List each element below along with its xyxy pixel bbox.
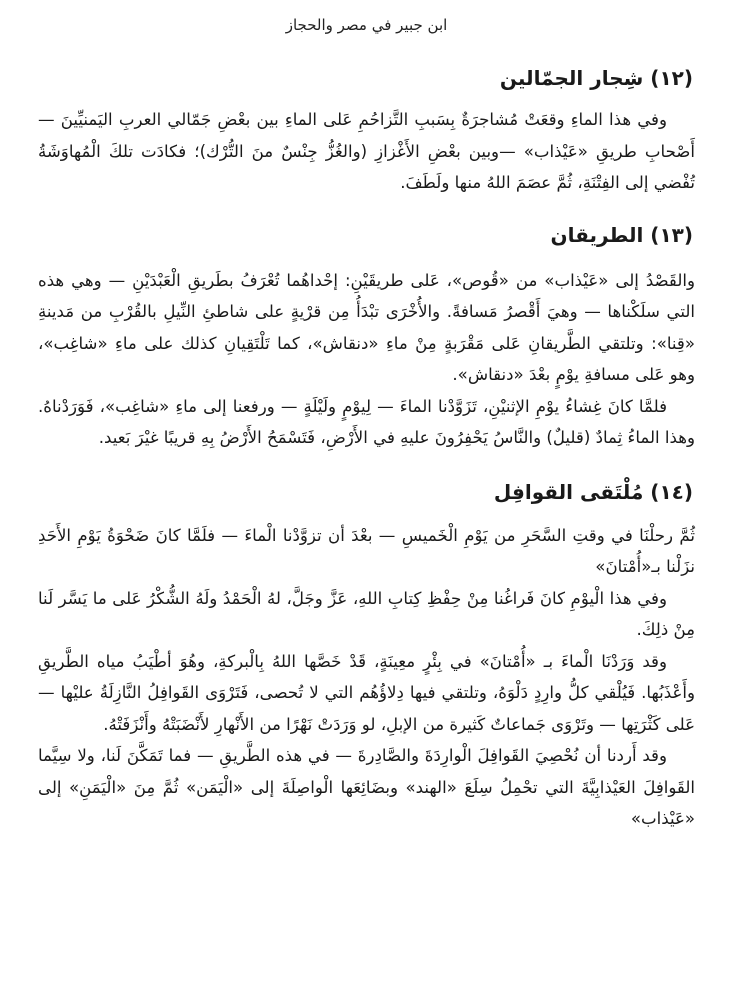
paragraph: ثُمَّ رحلْنَا في وقتِ السَّحَرِ من يَوْمِ الْخَميسِ — بعْدَ أن تزوَّدْنا الْماءَ — فلَمَّا كانَ ضَحْوَةُ يَوْمِ الأَحَدِ نزَلْنا بـ«أُمْتانَ»: [38, 525, 695, 576]
section-12: [38, 64, 695, 199]
paragraph: وفي هذا الماءِ وقعَتْ مُشاجرَةٌ بِسَببِ التَّزاحُمِ عَلى الماءِ بين بعْضِ جَمّالي العربِ اليَمنيِّينَ — أَصْحابِ طريقِ «عَيْذاب» —وبين بعْضِ الأَغْزازِ (والغُزُّ جِنْسٌ منَ التُّرْك)؛ فكادَت تلكَ الْمُهاوَشَةُ تُفْضي إلى الفِتْنَةِ، ثُمَّ عصَمَ اللهُ منها ولَطَفَ.: [38, 110, 695, 192]
section-title: (١٣) الطريقان: [550, 222, 693, 247]
paragraph: وفي هذا الْيوْمِ كانَ فَراغُنا مِنْ حِفْظِ كِتابِ اللهِ، عَزَّ وجَلَّ، لهُ الْحَمْدُ ولَهُ الشُّكْرُ عَلى ما يَسَّر لَنا مِنْ ذلِكَ.: [38, 588, 695, 639]
section-14: [38, 478, 695, 835]
paragraph: والقَصْدُ إلى «عَيْذاب» من «قُوص»، عَلى طريقَيْنِ: إحْداهُما تُعْرَفُ بطَريقِ الْعَبْدَيْنِ — وهي هذه التي سلَكْناها — وهيَ أَقْصرُ مَسافةً. والأُخْرَى تبْدَأُ مِن قرْيةٍ على شاطئِ النِّيلِ بالقُرْبِ من مَدينةِ «قِنا»: وتلتقي الطَّريقانِ عَلى مَقْرَبةٍ مِنْ ماءِ «دنقاش»، كما تَلْتَقِيانِ كذلك على ماءِ «شاغِب»، وهو عَلى مسافةِ يوْمٍ بعْدَ «دنقاش».: [38, 270, 695, 384]
section-13: [38, 221, 695, 454]
paragraph: وقد أَردنا أن نُحْصِيَ القَوافِلَ الْوارِدَةَ والصَّادِرةَ — في هذه الطَّريقِ — فما تَمَكَّنَ لَنا، ولا سِيَّما القَوافِلَ العَيْذابِيَّةَ التي تحْمِلُ سِلَعَ «الهند» وبضَائِعَها الْواصِلَةَ إلى «الْيَمَن» ثُمَّ مِنَ «الْيَمَنِ» إلى «عَيْذاب»: [38, 746, 695, 828]
section-title: (١٤) مُلْتَقى القوافِل: [493, 479, 693, 504]
paragraph: فلمَّا كانَ غِشاءُ يوْمِ الإثنيْنِ، تَزَوَّدْنا الماءَ — لِيوْمٍ ولَيْلَةٍ — ورفعنا إلى ماءِ «شاغِب»، فَوَرَدْناهُ. وهذا الماءُ ثِمادٌ (قليلٌ) والنَّاسُ يَحْفِرُونَ عليهِ في الأَرْضِ، فَتَسْمَحُ الأَرْضُ بِهِ قريبًا غيْرَ بَعيد.: [38, 396, 695, 447]
running-head: ابن جبير في مصر والحجاز: [285, 16, 448, 34]
section-title: (١٢) شِجار الجمّالين: [499, 66, 693, 90]
paragraph: وقد وَرَدْنَا الْماءَ بـ «أُمْتانَ» في بِئْرٍ معِينَةٍ، قَدْ خَصَّها اللهُ بِالْبركةِ، وهُوَ أطْيَبُ مياه الطَّريقِ وأَعْذَبُها. فَيُلْقي كلُّ وارِدٍ دَلْوَهُ، وتلتقي فيها دِلاؤُهُم التي لا تُحصى، فَتَرْوَى القَوافِلُ النَّازِلَةُ عليْها — عَلى كَثْرَتِها — وتَرْوَى جَماعاتٌ كَثيرة من الإبلِ، لو وَرَدَتْ نَهْرًا من الأَنْهارِ لأَنْضَبَتْهُ وأَنْزَفَتْهُ.: [38, 651, 695, 734]
